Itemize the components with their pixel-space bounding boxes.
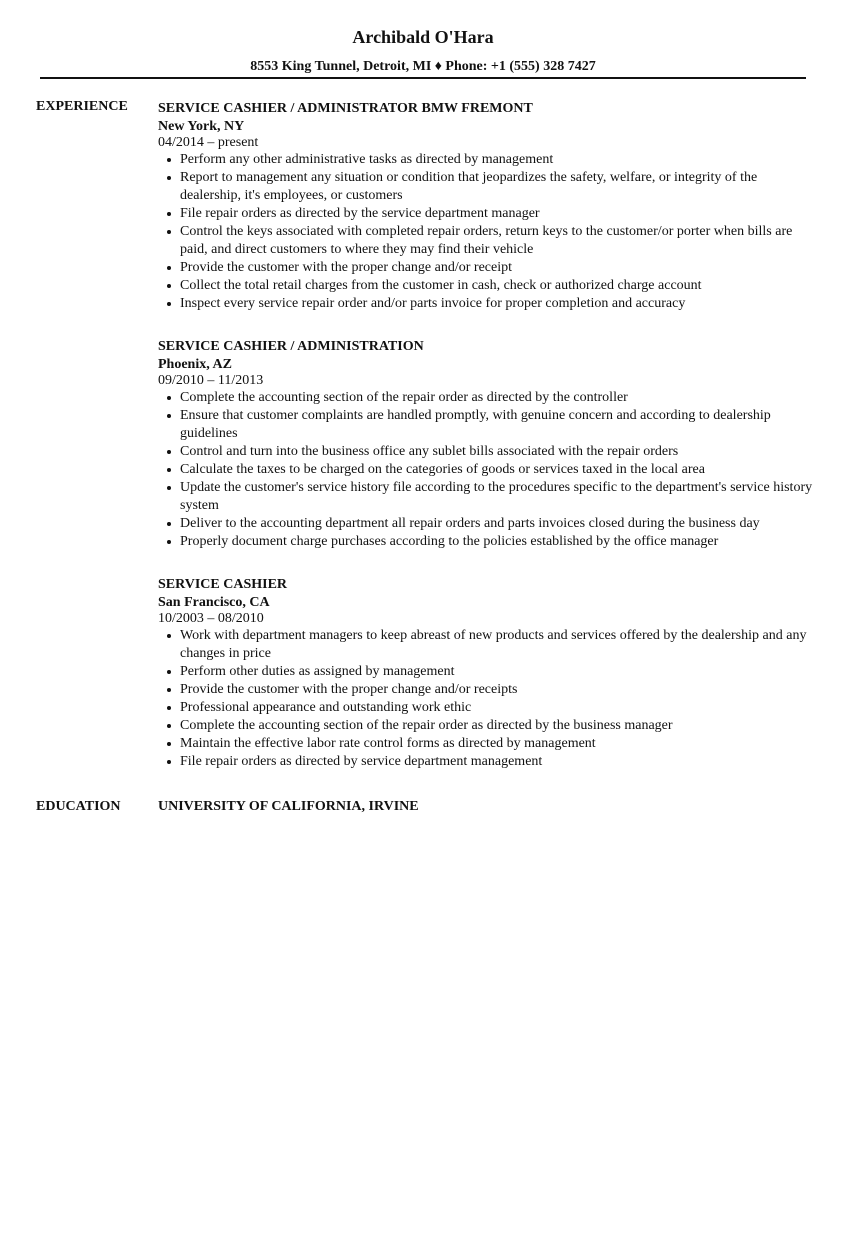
- list-item: Ensure that customer complaints are handled promptly, with genuine concern and according to dealership guidelines: [180, 407, 818, 443]
- list-item: Inspect every service repair order and/or parts invoice for proper completion and accuracy: [180, 295, 818, 313]
- list-item: Update the customer's service history file according to the procedures specific to the department's service history system: [180, 479, 818, 515]
- list-item: File repair orders as directed by the service department manager: [180, 205, 818, 223]
- list-item: Calculate the taxes to be charged on the categories of goods or services taxed in the local area: [180, 461, 818, 479]
- list-item: Control the keys associated with completed repair orders, return keys to the customer/or porter when bills are paid, and direct customers to where they may find their vehicle: [180, 223, 818, 259]
- list-item: Properly document charge purchases according to the policies established by the office manager: [180, 533, 818, 551]
- job-entry: [158, 575, 818, 771]
- list-item: Provide the customer with the proper change and/or receipts: [180, 681, 818, 699]
- job-entry: [158, 99, 818, 313]
- experience-heading: EXPERIENCE: [36, 99, 128, 114]
- list-item: Control and turn into the business office any sublet bills associated with the repair orders: [180, 443, 818, 461]
- education-school: UNIVERSITY OF CALIFORNIA, IRVINE: [158, 799, 419, 814]
- list-item: Perform other duties as assigned by management: [180, 663, 818, 681]
- list-item: Maintain the effective labor rate control forms as directed by management: [180, 735, 818, 753]
- job-title: SERVICE CASHIER / ADMINISTRATION: [158, 339, 424, 354]
- job-duties-list: [158, 627, 818, 771]
- list-item: Complete the accounting section of the repair order as directed by the business manager: [180, 717, 818, 735]
- job-title: SERVICE CASHIER / ADMINISTRATOR BMW FREMONT: [158, 101, 533, 116]
- list-item: Collect the total retail charges from the customer in cash, check or authorized charge account: [180, 277, 818, 295]
- list-item: Perform any other administrative tasks as directed by management: [180, 151, 818, 169]
- education-heading: EDUCATION: [36, 799, 121, 814]
- list-item: Report to management any situation or condition that jeopardizes the safety, welfare, or integrity of the dealership, it's employees, or customers: [180, 169, 818, 205]
- job-title: SERVICE CASHIER: [158, 577, 288, 592]
- job-dates: 04/2014 – present: [158, 135, 259, 150]
- list-item: Professional appearance and outstanding work ethic: [180, 699, 818, 717]
- job-location: San Francisco, CA: [158, 595, 270, 610]
- header-divider: [40, 77, 806, 79]
- job-dates: 09/2010 – 11/2013: [158, 373, 264, 388]
- job-location: Phoenix, AZ: [158, 357, 232, 372]
- job-duties-list: [158, 389, 818, 551]
- job-duties-list: [158, 151, 818, 313]
- list-item: File repair orders as directed by service department management: [180, 753, 818, 771]
- list-item: Complete the accounting section of the repair order as directed by the controller: [180, 389, 818, 407]
- contact-line: 8553 King Tunnel, Detroit, MI ♦ Phone: +1 (555) 328 7427: [250, 59, 596, 74]
- job-entry: [158, 337, 818, 551]
- list-item: Deliver to the accounting department all repair orders and parts invoices closed during the business day: [180, 515, 818, 533]
- list-item: Work with department managers to keep abreast of new products and services offered by the dealership and any changes in price: [180, 627, 818, 663]
- list-item: Provide the customer with the proper change and/or receipt: [180, 259, 818, 277]
- job-dates: 10/2003 – 08/2010: [158, 611, 264, 626]
- job-location: New York, NY: [158, 119, 245, 134]
- candidate-name: Archibald O'Hara: [352, 27, 494, 47]
